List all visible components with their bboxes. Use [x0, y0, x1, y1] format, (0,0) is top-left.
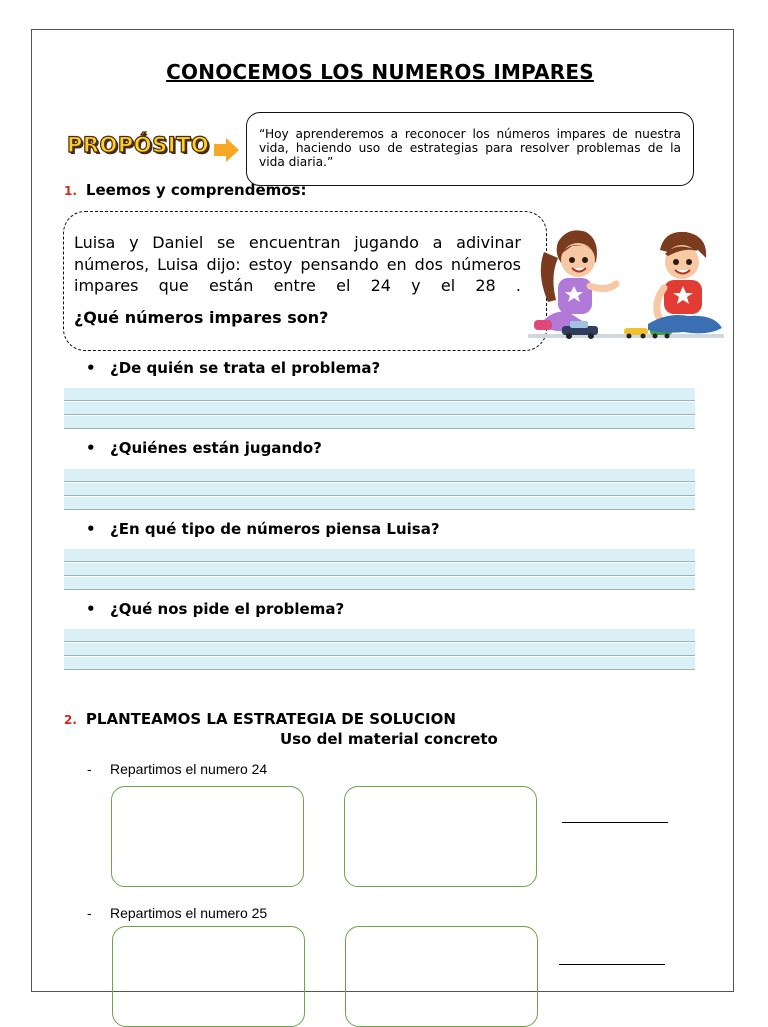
answer-lines-3[interactable]	[64, 549, 695, 590]
drawing-box[interactable]	[344, 786, 537, 887]
children-playing-illustration	[528, 224, 724, 342]
drawing-box[interactable]	[112, 926, 305, 1027]
story-text: Luisa y Daniel se encuentran jugando a adivinar números, Luisa dijo: estoy pensando en dos números impares que están entre el 24 y el 28 .	[74, 233, 521, 295]
page-title: CONOCEMOS LOS NUMEROS IMPARES	[166, 60, 594, 84]
share-label-25: - Repartimos el numero 25	[87, 905, 268, 921]
answer-lines-1[interactable]	[64, 388, 695, 429]
question-3: • ¿En qué tipo de números piensa Luisa?	[86, 520, 440, 538]
purpose-box: “Hoy aprenderemos a reconocer los números impares de nuestra vida, haciendo uso de estrategias para resolver problemas de la vida diaria.”	[246, 112, 694, 186]
answer-lines-2[interactable]	[64, 469, 695, 510]
share-label-24: - Repartimos el numero 24	[87, 761, 268, 777]
answer-lines-4[interactable]	[64, 629, 695, 670]
question-4: • ¿Qué nos pide el problema?	[86, 600, 345, 618]
section-2-number: 2.	[64, 713, 77, 727]
section-1-title: Leemos y comprendemos:	[85, 181, 307, 199]
answer-blank-line[interactable]	[559, 964, 665, 965]
section-2-subheading: Uso del material concreto	[280, 730, 498, 748]
question-2: • ¿Quiénes están jugando?	[86, 439, 322, 457]
answer-blank-line[interactable]	[562, 822, 668, 823]
arrow-right-icon	[214, 137, 240, 163]
question-1: • ¿De quién se trata el problema?	[86, 359, 381, 377]
section-1-heading	[64, 181, 307, 199]
story-question: ¿Qué números impares son?	[74, 308, 329, 327]
drawing-box[interactable]	[111, 786, 304, 887]
section-2-heading	[64, 710, 456, 728]
section-1-number: 1.	[64, 184, 77, 198]
section-2-title: PLANTEAMOS LA ESTRATEGIA DE SOLUCION	[85, 710, 456, 728]
drawing-box[interactable]	[345, 926, 538, 1027]
purpose-badge: PROPÓSITO	[67, 133, 210, 157]
